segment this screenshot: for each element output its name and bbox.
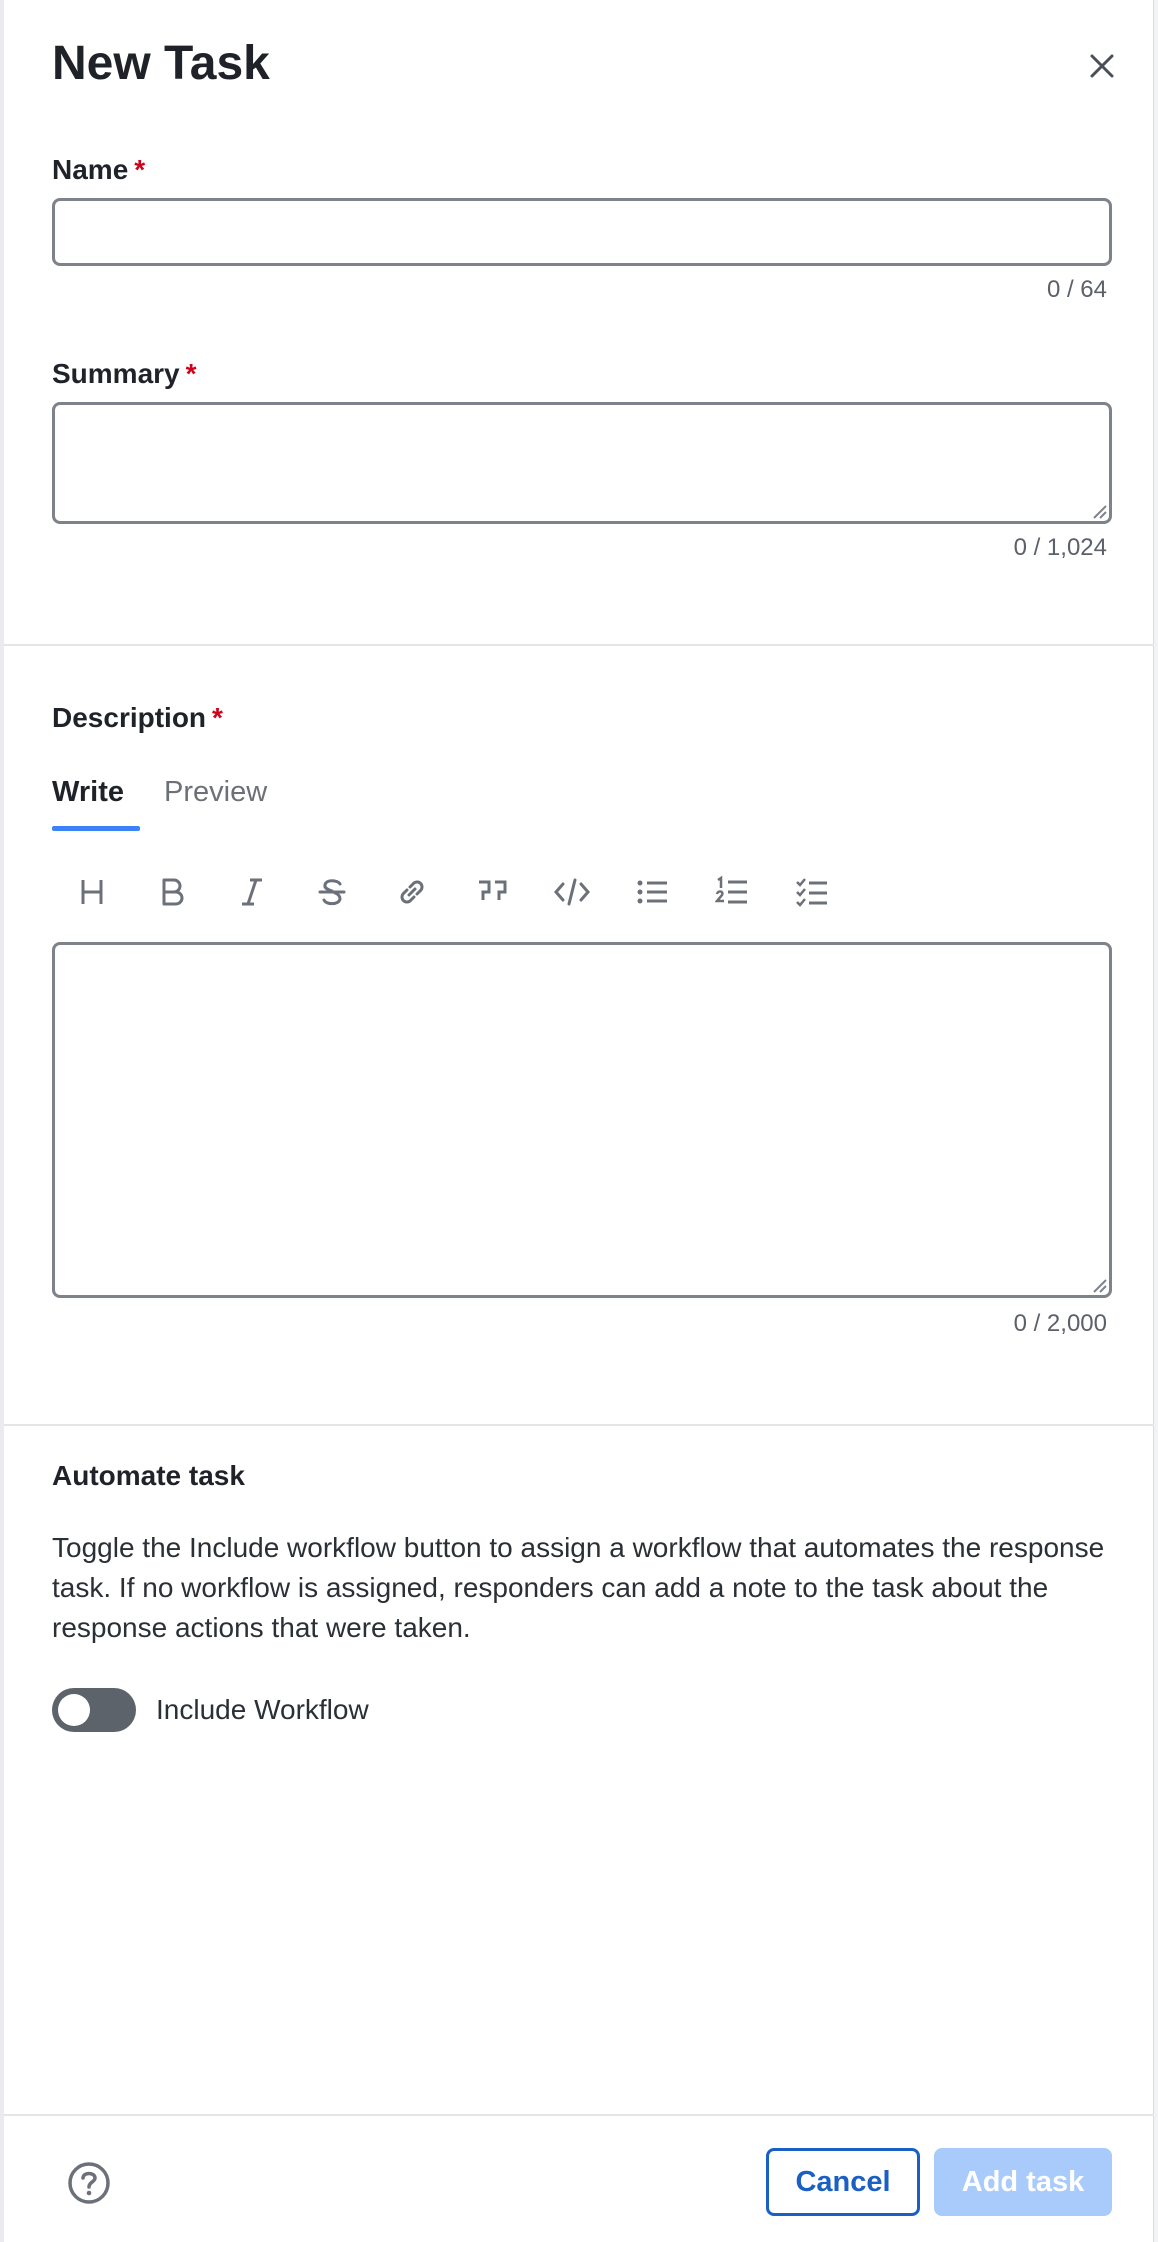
numbered-list-button[interactable]: [692, 864, 772, 920]
required-mark: *: [134, 154, 146, 185]
bold-button[interactable]: [132, 864, 212, 920]
quote-icon: [475, 876, 509, 908]
close-icon: [1089, 53, 1115, 79]
name-label: [52, 154, 145, 186]
italic-icon: [236, 876, 268, 908]
summary-label: [52, 358, 197, 390]
automate-task-description: Toggle the Include workflow button to assign a workflow that automates the response task. If no workflow is assigned, responders can add a note to the task about the response actions that were taken.: [52, 1532, 1105, 1643]
task-list-button[interactable]: [772, 864, 852, 920]
description-label: [52, 702, 223, 734]
tab-write[interactable]: Write: [52, 776, 124, 808]
heading-button[interactable]: [52, 864, 132, 920]
tab-preview[interactable]: Preview: [164, 776, 268, 808]
required-mark: *: [212, 702, 223, 733]
numbered-list-icon: [715, 875, 749, 909]
active-tab-indicator: [52, 826, 140, 831]
link-icon: [395, 875, 429, 909]
footer-divider: [4, 2114, 1154, 2116]
resize-handle-icon[interactable]: [1090, 502, 1108, 520]
strikethrough-button[interactable]: [292, 864, 372, 920]
description-char-counter: 0 / 2,000: [1013, 1310, 1107, 1337]
name-input[interactable]: [52, 198, 1112, 266]
description-label-text: Description: [52, 702, 207, 733]
summary-char-counter: 0 / 1,024: [1013, 534, 1107, 561]
include-workflow-toggle[interactable]: [52, 1688, 136, 1732]
bold-icon: [156, 876, 188, 908]
code-icon: [553, 876, 591, 908]
summary-textarea[interactable]: [52, 402, 1112, 524]
name-char-counter: 0 / 64: [1046, 276, 1107, 303]
cancel-button[interactable]: Cancel: [766, 2148, 920, 2216]
dialog-title: New Task: [52, 37, 270, 90]
include-workflow-label: Include Workflow: [156, 1694, 369, 1725]
summary-label-text: Summary: [52, 358, 180, 389]
add-task-button[interactable]: Add task: [934, 2148, 1112, 2216]
close-button[interactable]: [1082, 46, 1122, 86]
section-divider: [4, 644, 1154, 646]
task-list-icon: [795, 876, 829, 908]
help-icon[interactable]: [66, 2160, 112, 2206]
italic-button[interactable]: [212, 864, 292, 920]
description-textarea[interactable]: [52, 942, 1112, 1298]
name-label-text: Name: [52, 154, 129, 185]
section-divider: [4, 1424, 1154, 1426]
heading-icon: [76, 876, 108, 908]
markdown-toolbar: [52, 864, 852, 920]
link-button[interactable]: [372, 864, 452, 920]
resize-handle-icon[interactable]: [1090, 1276, 1108, 1294]
required-mark: *: [185, 358, 197, 389]
background-edge-right: [1154, 0, 1158, 2242]
code-button[interactable]: [532, 864, 612, 920]
bulleted-list-button[interactable]: [612, 864, 692, 920]
toggle-knob: [58, 1694, 90, 1726]
bulleted-list-icon: [635, 876, 669, 908]
new-task-flyout: [4, 0, 1154, 2242]
strikethrough-icon: [316, 876, 348, 908]
quote-button[interactable]: [452, 864, 532, 920]
automate-task-heading: Automate task: [52, 1460, 245, 1491]
